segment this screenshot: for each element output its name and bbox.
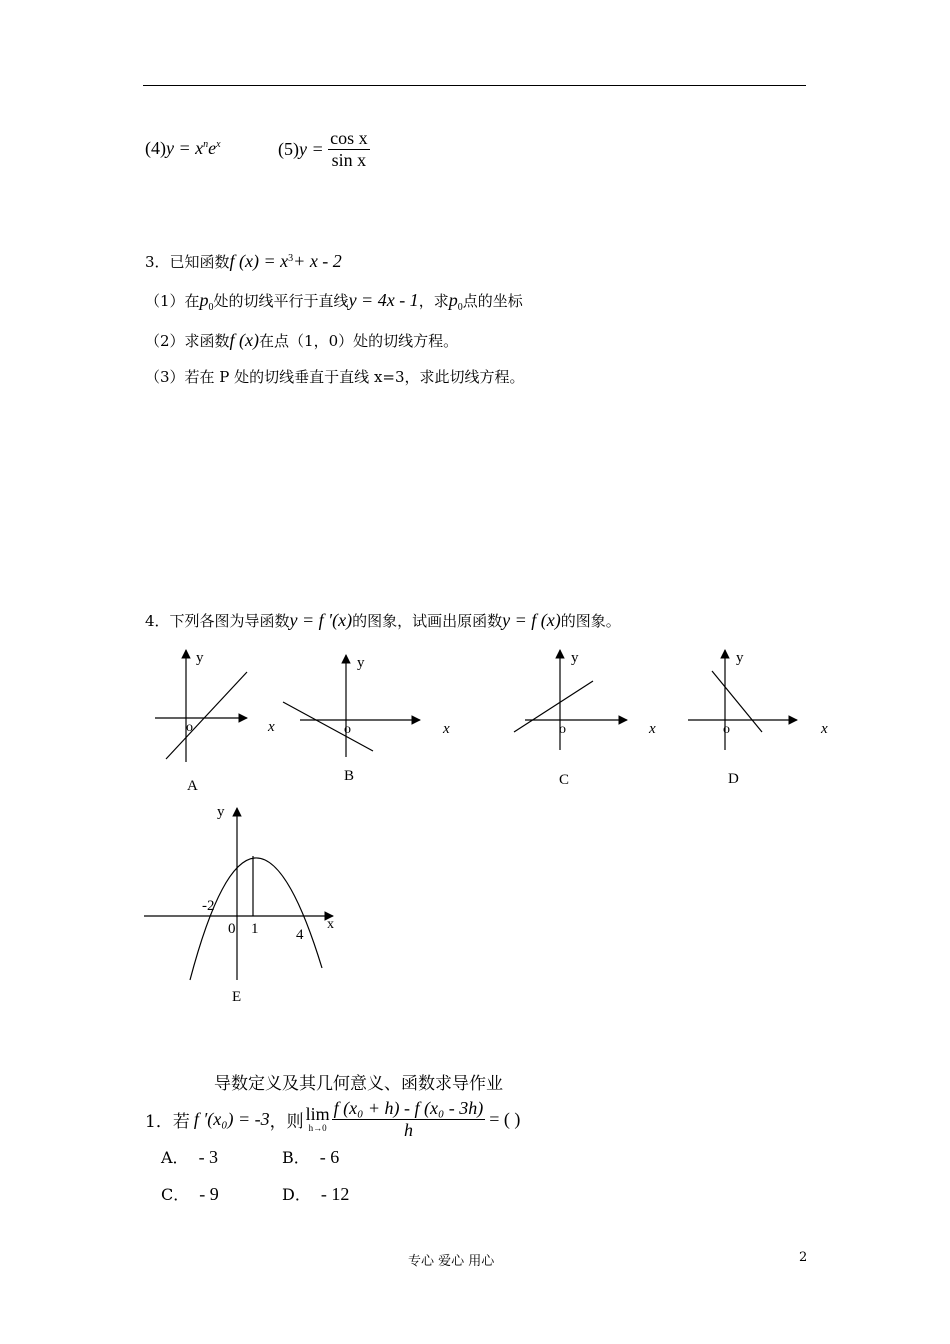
- graph-c-line: [514, 681, 593, 732]
- graph-a-x: x: [268, 719, 275, 735]
- graph-e-x: x: [327, 917, 334, 932]
- graph-e-zero: 0: [228, 921, 236, 937]
- hw-q1-option-b: B． - 6: [282, 1147, 340, 1167]
- graph-a-origin: o: [186, 720, 193, 735]
- homework-title: 导数定义及其几何意义、函数求导作业: [214, 1074, 503, 1094]
- graph-d-label: D: [728, 771, 739, 787]
- graph-a-y: y: [196, 650, 204, 666]
- graph-b: [283, 655, 450, 784]
- graph-b-line: [283, 702, 373, 751]
- graph-c-label: C: [559, 772, 570, 788]
- footer-motto: 专心 爱心 用心: [408, 1254, 495, 1269]
- hw-q1-option-c: C． - 9: [161, 1184, 219, 1204]
- page-number: 2: [799, 1250, 808, 1265]
- graph-d: [688, 650, 828, 787]
- q3-sub1: （1）在$p_0$处的切线平行于直线y = 4x - 1，求$p_0$点的坐标: [145, 290, 523, 313]
- hw-q1-option-d: D． - 12: [282, 1184, 350, 1204]
- graph-e-one: 1: [251, 921, 259, 937]
- q3-sub2: （2）求函数f (x)在点（1，0）处的切线方程。: [145, 330, 459, 350]
- graph-b-x: x: [443, 721, 450, 737]
- graph-e-four: 4: [296, 927, 304, 943]
- graph-e-label: E: [232, 989, 242, 1005]
- graph-a-line: [166, 672, 247, 759]
- q3-sub3: （3）若在 P 处的切线垂直于直线 x=3，求此切线方程。: [145, 368, 525, 386]
- hw-q1: 1．若 f ′(x₀) = -3 ，则 lim h→0 $\frac{\text{f (x₀ + h) - f (x₀ - 3h)}}{h}$ = ( ): [145, 1097, 521, 1140]
- graph-b-label: B: [344, 768, 355, 784]
- graph-d-origin: o: [723, 722, 730, 737]
- graph-e-y: y: [217, 804, 225, 820]
- graph-c-origin: o: [559, 722, 566, 737]
- item-4: $(4)y = x^ne^x$: [145, 138, 221, 158]
- graph-a: [155, 650, 275, 794]
- graph-e: [144, 804, 334, 1005]
- graph-c: [514, 650, 656, 788]
- hw-q1-option-a: A． - 3: [161, 1147, 219, 1167]
- graph-b-y: y: [357, 655, 365, 671]
- graph-b-origin: o: [344, 722, 351, 737]
- graph-c-y: y: [571, 650, 579, 666]
- graph-c-x: x: [649, 721, 656, 737]
- q4-statement: 4．下列各图为导函数y = f ′(x)的图象，试画出原函数y = f (x)的图象。: [145, 610, 621, 630]
- item-5: (5)y = $\frac{\text{cos x}}{\text{sin x}}$: [278, 128, 368, 170]
- graph-d-x: x: [821, 721, 828, 737]
- q3-statement: 3．已知函数f $(x) = x^3+ x - 2$: [145, 251, 342, 271]
- graph-d-y: y: [736, 650, 744, 666]
- graph-a-label: A: [187, 778, 198, 794]
- graph-e-parabola: [190, 858, 322, 980]
- graph-d-line: [712, 671, 762, 732]
- graph-e-neg2: -2: [202, 898, 215, 914]
